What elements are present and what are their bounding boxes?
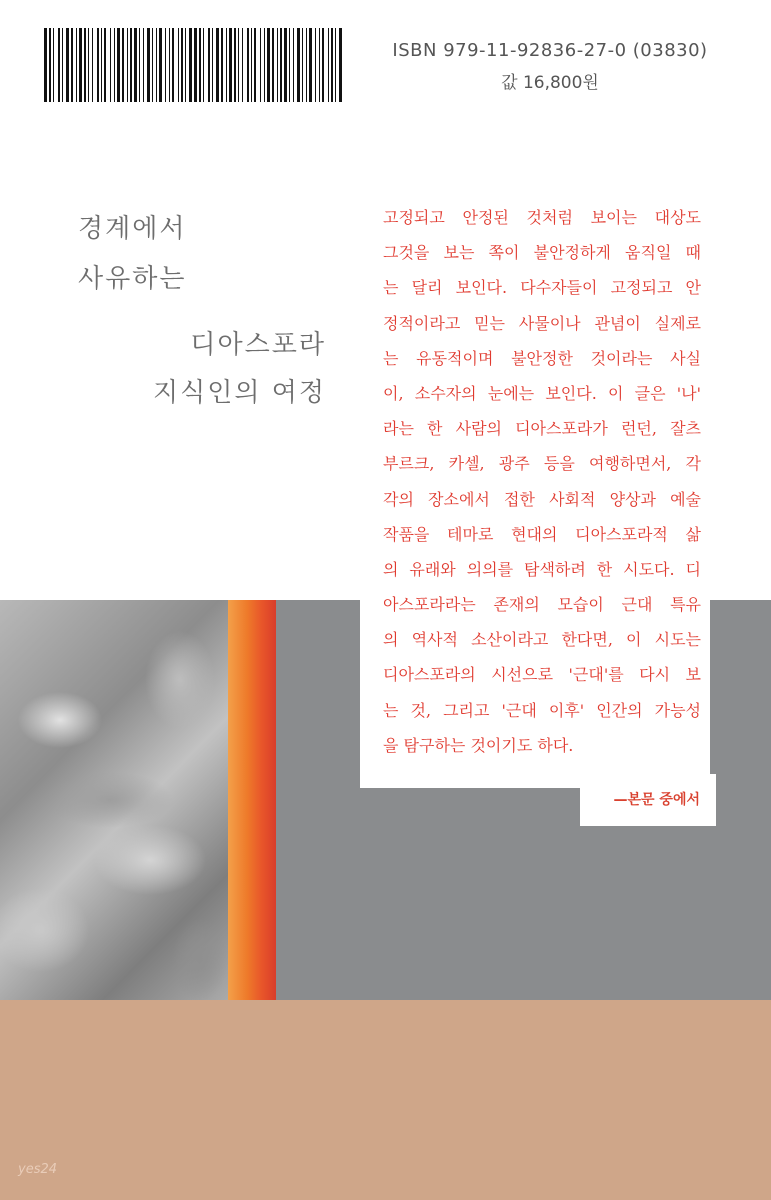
isbn-text: ISBN 979-11-92836-27-0 (03830) bbox=[392, 40, 708, 61]
orange-gradient-stripe bbox=[228, 600, 276, 1000]
tan-band bbox=[0, 1000, 771, 1200]
blurb-line: 정적이라고 믿는 사물이나 관념이 실제로 bbox=[383, 313, 701, 333]
blurb-text bbox=[383, 200, 701, 763]
title-line-4: 지식인의 여정 bbox=[153, 378, 326, 408]
blurb-line: 라는 한 사람의 디아스포라가 런던, 잘츠 bbox=[383, 419, 701, 439]
price-text: 값 16,800원 bbox=[501, 73, 599, 93]
blurb-line: 는 달리 보인다. 다수자들이 고정되고 안 bbox=[383, 278, 701, 298]
crowd-photo bbox=[0, 600, 228, 1000]
title-line-3: 디아스포라 bbox=[190, 330, 326, 360]
blurb-line: 이, 소수자의 눈에는 보인다. 이 글은 '나' bbox=[383, 383, 701, 403]
blurb-line: 디아스포라의 시선으로 '근대'를 다시 보 bbox=[383, 665, 701, 685]
blurb-line: 아스포라라는 존재의 모습이 근대 특유 bbox=[383, 595, 701, 615]
blurb-line: 각의 장소에서 접한 사회적 양상과 예술 bbox=[383, 489, 701, 509]
blurb-line: 는 유동적이며 불안정한 것이라는 사실 bbox=[383, 348, 701, 368]
blurb-line: 을 탐구하는 것이기도 하다. bbox=[383, 735, 574, 755]
barcode bbox=[44, 28, 344, 102]
source-citation: —본문 중에서 bbox=[613, 792, 700, 808]
watermark: yes24 bbox=[18, 1162, 58, 1177]
blurb-line: 는 것, 그리고 '근대 이후' 인간의 가능성 bbox=[383, 700, 701, 720]
blurb-line: 작품을 테마로 현대의 디아스포라적 삶 bbox=[383, 524, 701, 544]
blurb-line: 부르크, 카셀, 광주 등을 여행하면서, 각 bbox=[383, 454, 701, 474]
blurb-line: 고정되고 안정된 것처럼 보이는 대상도 bbox=[383, 208, 701, 227]
blurb-line: 의 유래와 의의를 탐색하려 한 시도다. 디 bbox=[383, 559, 701, 579]
blurb-line: 그것을 보는 쪽이 불안정하게 움직일 때 bbox=[383, 243, 701, 263]
title-line-2: 사유하는 bbox=[78, 264, 187, 294]
title-line-1: 경계에서 bbox=[78, 214, 187, 244]
blurb-line: 의 역사적 소산이라고 한다면, 이 시도는 bbox=[383, 630, 701, 650]
